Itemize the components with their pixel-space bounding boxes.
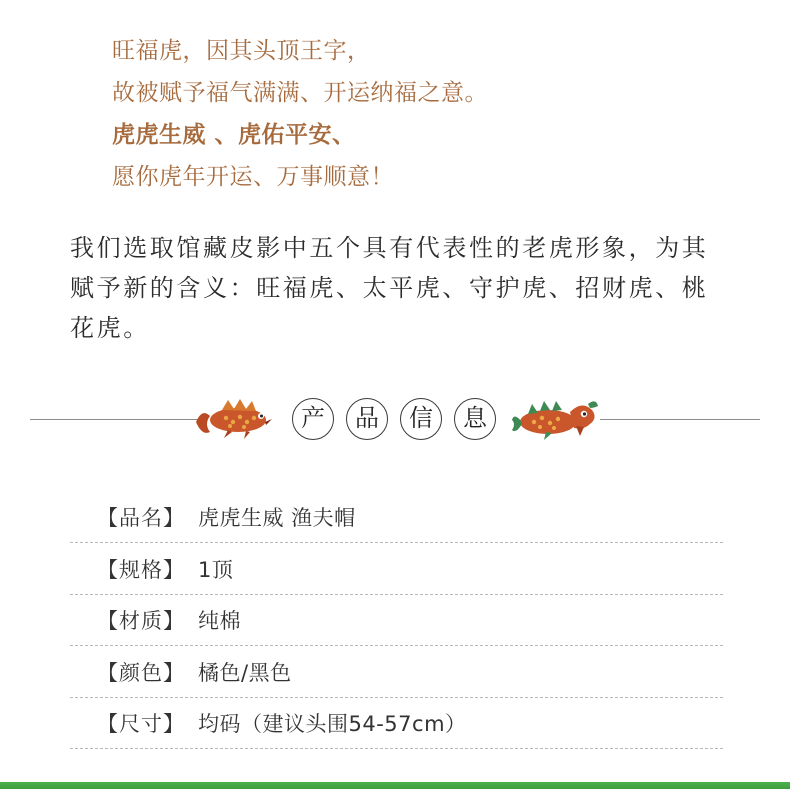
spec-value: 橘色/黑色 <box>198 660 292 685</box>
section-title-char: 息 <box>454 398 496 440</box>
spec-value: 虎虎生威 渔夫帽 <box>198 506 356 530</box>
spec-label: 【尺寸】 <box>97 712 185 737</box>
divider-rule-right <box>600 419 760 420</box>
spec-label: 【颜色】 <box>97 660 185 685</box>
tagline-line-emphasis: 虎虎生威 、虎佑平安、 <box>112 122 356 148</box>
tagline-line: 愿你虎年开运、万事顺意！ <box>112 164 394 190</box>
spec-list <box>70 493 723 751</box>
spec-row-size-spec <box>70 545 723 595</box>
spec-value: 1顶 <box>198 557 234 582</box>
spec-row-dimensions <box>70 699 723 749</box>
section-title-char: 产 <box>292 398 334 440</box>
tagline-block <box>112 30 488 198</box>
tagline-line: 旺福虎，因其头顶王字， <box>112 38 371 64</box>
spec-value: 均码（建议头围54-57cm） <box>198 712 467 737</box>
tagline-line: 故被赋予福气满满、开运纳福之意。 <box>112 80 488 106</box>
divider-rule-left <box>30 419 200 420</box>
spec-row-color <box>70 648 723 698</box>
spec-value: 纯棉 <box>198 609 241 634</box>
spec-label: 【规格】 <box>97 557 185 582</box>
section-divider <box>30 390 760 450</box>
spec-label: 【品名】 <box>97 506 185 530</box>
fish-icon <box>192 396 274 444</box>
bottom-accent-bar <box>0 775 790 789</box>
spec-row-material <box>70 596 723 646</box>
spec-row-name <box>70 493 723 543</box>
section-title-char: 信 <box>400 398 442 440</box>
section-title-char: 品 <box>346 398 388 440</box>
dragon-fish-icon <box>510 396 600 446</box>
spec-label: 【材质】 <box>97 609 185 634</box>
product-description: 我们选取馆藏皮影中五个具有代表性的老虎形象，为其赋予新的含义：旺福虎、太平虎、守护虎、招财虎、桃花虎。 <box>70 234 709 342</box>
